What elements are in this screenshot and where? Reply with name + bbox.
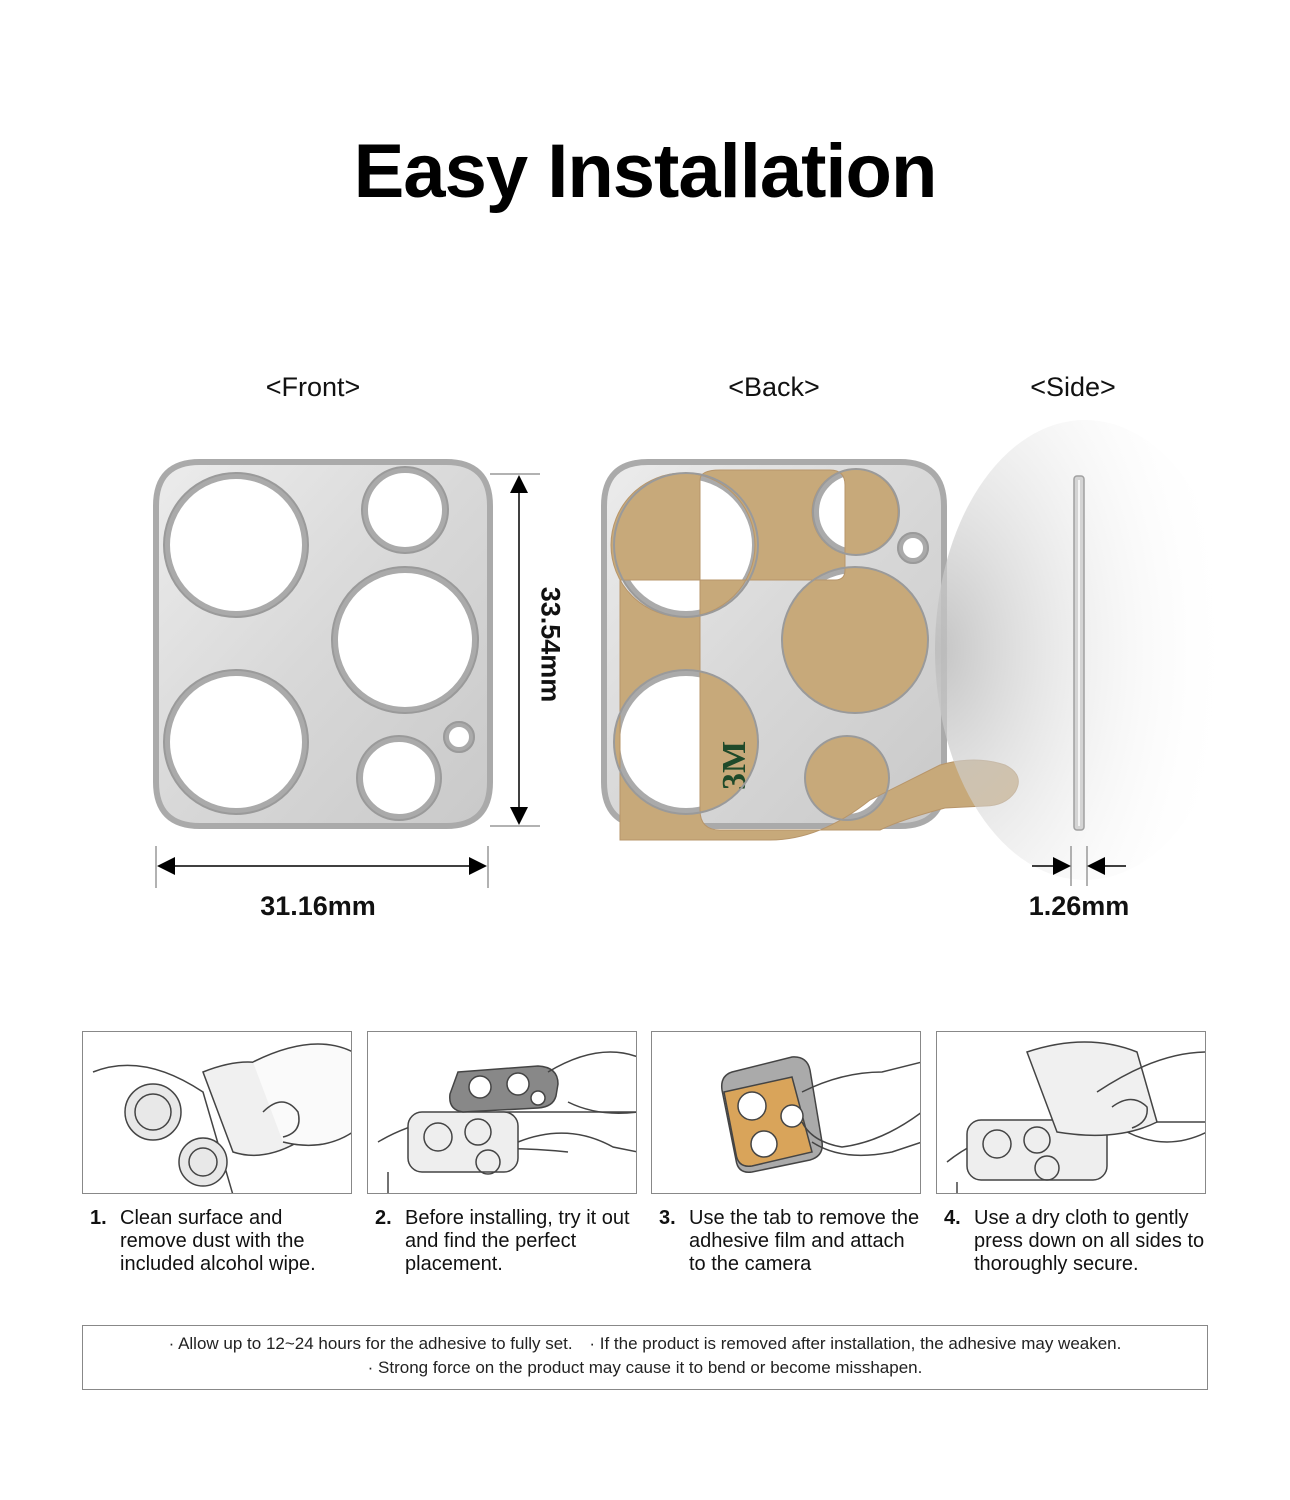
- note-adhesive-weaken: · If the product is removed after installation, the adhesive may weaken.: [589, 1334, 1122, 1353]
- width-dimension-label: 31.16mm: [260, 891, 376, 921]
- step-number: 2.: [375, 1207, 392, 1229]
- width-dimension: [156, 846, 488, 888]
- height-dimension: [490, 474, 540, 826]
- front-view-label: <Front>: [265, 372, 361, 402]
- step-number: 4.: [944, 1207, 961, 1229]
- step-text: Use a dry cloth to gently press down on all sides to thoroughly secure.: [974, 1207, 1205, 1275]
- note-adhesive-set-time: · Allow up to 12~24 hours for the adhesive to fully set.: [168, 1334, 573, 1353]
- note-bend-warning: · Strong force on the product may cause it to bend or become misshapen.: [367, 1358, 923, 1377]
- side-profile: [935, 420, 1235, 880]
- height-dimension-label: 33.54mm: [535, 586, 566, 703]
- step-4-illustration: [936, 1031, 1206, 1194]
- front-plate: [156, 462, 490, 826]
- page-title: Easy Installation: [353, 129, 937, 214]
- step-text: Use the tab to remove the adhesive film and attach to the camera: [689, 1207, 920, 1275]
- side-view-label: <Side>: [1030, 372, 1116, 402]
- step-number: 3.: [659, 1207, 676, 1229]
- step-text: Before installing, try it out and find the perfect placement.: [405, 1207, 630, 1275]
- step-number: 1.: [90, 1207, 107, 1229]
- step-3-illustration: [651, 1031, 921, 1194]
- step-text: Clean surface and remove dust with the included alcohol wipe.: [120, 1207, 316, 1275]
- thickness-dimension-label: 1.26mm: [1028, 891, 1130, 921]
- back-view-label: <Back>: [728, 372, 820, 402]
- adhesive-brand-mark: 3M: [716, 740, 753, 790]
- step-2-illustration: [367, 1031, 637, 1194]
- notes-box: [82, 1325, 1208, 1390]
- step-1-illustration: [82, 1031, 352, 1194]
